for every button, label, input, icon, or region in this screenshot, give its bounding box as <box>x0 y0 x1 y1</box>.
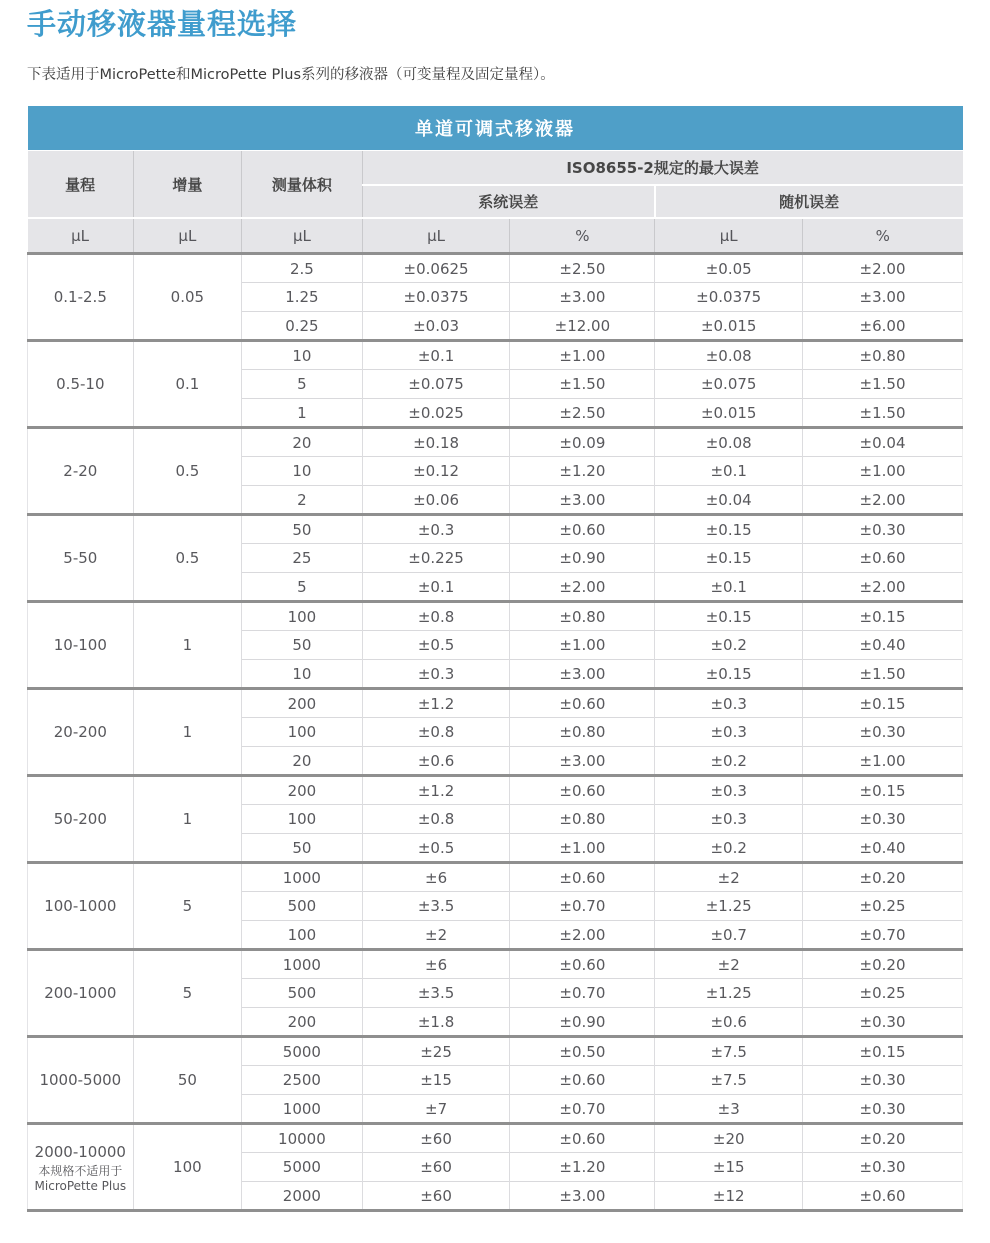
col-header-range: 量程 <box>28 151 134 218</box>
sys-error-ul-cell: ±0.6 <box>362 747 510 776</box>
rand-error-pct-cell: ±3.00 <box>803 283 963 312</box>
rand-error-ul-cell: ±0.05 <box>655 254 803 283</box>
range-cell <box>28 428 134 515</box>
table-row <box>28 254 963 283</box>
rand-error-ul-cell: ±0.3 <box>655 805 803 834</box>
range-value: 50-200 <box>53 810 107 829</box>
rand-error-ul-cell: ±0.08 <box>655 341 803 370</box>
rand-error-ul-cell: ±7.5 <box>655 1066 803 1095</box>
range-value: 2000-10000 <box>34 1143 126 1162</box>
rand-error-pct-cell: ±1.50 <box>803 370 963 399</box>
sys-error-pct-cell: ±0.09 <box>510 428 655 457</box>
test-volume-cell: 100 <box>242 805 363 834</box>
sys-error-pct-cell: ±1.00 <box>510 631 655 660</box>
rand-error-ul-cell: ±15 <box>655 1153 803 1182</box>
range-cell <box>28 863 134 950</box>
header-row-1 <box>28 151 963 185</box>
rand-error-ul-cell: ±0.15 <box>655 660 803 689</box>
range-cell <box>28 254 134 341</box>
test-volume-cell: 20 <box>242 747 363 776</box>
sys-error-ul-cell: ±1.2 <box>362 689 510 718</box>
test-volume-cell: 100 <box>242 921 363 950</box>
rand-error-pct-cell: ±0.30 <box>803 805 963 834</box>
sys-error-ul-cell: ±0.075 <box>362 370 510 399</box>
test-volume-cell: 10 <box>242 660 363 689</box>
test-volume-cell: 1000 <box>242 1095 363 1124</box>
rand-error-pct-cell: ±0.30 <box>803 1008 963 1037</box>
rand-error-ul-cell: ±0.08 <box>655 428 803 457</box>
sys-error-ul-cell: ±60 <box>362 1124 510 1153</box>
sys-error-pct-cell: ±0.60 <box>510 950 655 979</box>
test-volume-cell: 25 <box>242 544 363 573</box>
range-value: 1000-5000 <box>39 1071 122 1090</box>
range-cell <box>28 950 134 1037</box>
sys-error-pct-cell: ±0.80 <box>510 718 655 747</box>
rand-error-ul-cell: ±0.2 <box>655 631 803 660</box>
sys-error-ul-cell: ±0.1 <box>362 341 510 370</box>
range-cell <box>28 515 134 602</box>
rand-error-ul-cell: ±0.7 <box>655 921 803 950</box>
range-value: 0.1-2.5 <box>53 288 107 307</box>
test-volume-cell: 10 <box>242 341 363 370</box>
sys-error-pct-cell: ±0.70 <box>510 979 655 1008</box>
rand-error-pct-cell: ±0.04 <box>803 428 963 457</box>
test-volume-cell: 5000 <box>242 1037 363 1066</box>
unit-sys-error-ul: μL <box>362 218 510 254</box>
rand-error-pct-cell: ±0.30 <box>803 1153 963 1182</box>
table-row <box>28 1037 963 1066</box>
increment-cell: 1 <box>133 689 241 776</box>
test-volume-cell: 50 <box>242 834 363 863</box>
table-caption-row <box>28 106 963 151</box>
sys-error-pct-cell: ±0.80 <box>510 602 655 631</box>
sys-error-ul-cell: ±25 <box>362 1037 510 1066</box>
sys-error-ul-cell: ±0.3 <box>362 660 510 689</box>
rand-error-pct-cell: ±0.25 <box>803 979 963 1008</box>
sys-error-pct-cell: ±1.20 <box>510 457 655 486</box>
rand-error-pct-cell: ±0.20 <box>803 950 963 979</box>
rand-error-pct-cell: ±1.50 <box>803 660 963 689</box>
sys-error-pct-cell: ±0.60 <box>510 1124 655 1153</box>
range-value: 5-50 <box>63 549 98 568</box>
test-volume-cell: 20 <box>242 428 363 457</box>
rand-error-pct-cell: ±0.15 <box>803 602 963 631</box>
table-row <box>28 515 963 544</box>
rand-error-pct-cell: ±0.30 <box>803 718 963 747</box>
range-value: 10-100 <box>53 636 107 655</box>
rand-error-pct-cell: ±0.60 <box>803 544 963 573</box>
increment-cell: 0.5 <box>133 428 241 515</box>
rand-error-pct-cell: ±0.30 <box>803 1095 963 1124</box>
range-value: 20-200 <box>53 723 107 742</box>
range-value: 2-20 <box>63 462 98 481</box>
rand-error-ul-cell: ±20 <box>655 1124 803 1153</box>
sys-error-ul-cell: ±0.3 <box>362 515 510 544</box>
rand-error-ul-cell: ±12 <box>655 1182 803 1211</box>
sys-error-ul-cell: ±15 <box>362 1066 510 1095</box>
sys-error-ul-cell: ±0.1 <box>362 573 510 602</box>
col-header-increment: 增量 <box>133 151 241 218</box>
increment-cell: 1 <box>133 776 241 863</box>
test-volume-cell: 2 <box>242 486 363 515</box>
rand-error-pct-cell: ±0.20 <box>803 1124 963 1153</box>
rand-error-pct-cell: ±0.15 <box>803 776 963 805</box>
sys-error-ul-cell: ±0.12 <box>362 457 510 486</box>
page-subtitle: 下表适用于MicroPette和MicroPette Plus系列的移液器（可变量程及固定量程）。 <box>27 66 555 83</box>
sys-error-ul-cell: ±3.5 <box>362 979 510 1008</box>
rand-error-ul-cell: ±7.5 <box>655 1037 803 1066</box>
col-header-iso-max-error: ISO8655-2规定的最大误差 <box>362 151 962 185</box>
rand-error-ul-cell: ±0.2 <box>655 834 803 863</box>
table-row <box>28 602 963 631</box>
sys-error-pct-cell: ±0.70 <box>510 1095 655 1124</box>
rand-error-pct-cell: ±6.00 <box>803 312 963 341</box>
test-volume-cell: 2000 <box>242 1182 363 1211</box>
rand-error-pct-cell: ±2.00 <box>803 573 963 602</box>
sys-error-ul-cell: ±6 <box>362 863 510 892</box>
rand-error-ul-cell: ±0.075 <box>655 370 803 399</box>
sys-error-ul-cell: ±0.18 <box>362 428 510 457</box>
sys-error-ul-cell: ±0.025 <box>362 399 510 428</box>
test-volume-cell: 1000 <box>242 863 363 892</box>
table-row <box>28 1124 963 1153</box>
col-header-random-error: 随机误差 <box>655 185 963 218</box>
sys-error-pct-cell: ±2.50 <box>510 399 655 428</box>
test-volume-cell: 10 <box>242 457 363 486</box>
test-volume-cell: 5 <box>242 573 363 602</box>
increment-cell: 0.5 <box>133 515 241 602</box>
sys-error-pct-cell: ±0.60 <box>510 776 655 805</box>
sys-error-ul-cell: ±3.5 <box>362 892 510 921</box>
sys-error-ul-cell: ±0.03 <box>362 312 510 341</box>
test-volume-cell: 100 <box>242 718 363 747</box>
test-volume-cell: 200 <box>242 776 363 805</box>
unit-range: μL <box>28 218 134 254</box>
col-header-systematic-error: 系统误差 <box>362 185 655 218</box>
sys-error-ul-cell: ±1.8 <box>362 1008 510 1037</box>
test-volume-cell: 500 <box>242 892 363 921</box>
rand-error-ul-cell: ±0.04 <box>655 486 803 515</box>
rand-error-pct-cell: ±0.15 <box>803 1037 963 1066</box>
rand-error-ul-cell: ±0.6 <box>655 1008 803 1037</box>
test-volume-cell: 500 <box>242 979 363 1008</box>
sys-error-ul-cell: ±7 <box>362 1095 510 1124</box>
rand-error-pct-cell: ±0.30 <box>803 1066 963 1095</box>
test-volume-cell: 1000 <box>242 950 363 979</box>
test-volume-cell: 1 <box>242 399 363 428</box>
rand-error-pct-cell: ±0.80 <box>803 341 963 370</box>
range-cell <box>28 689 134 776</box>
rand-error-ul-cell: ±0.15 <box>655 602 803 631</box>
increment-cell: 5 <box>133 950 241 1037</box>
sys-error-pct-cell: ±2.00 <box>510 921 655 950</box>
sys-error-pct-cell: ±3.00 <box>510 283 655 312</box>
table-row <box>28 863 963 892</box>
test-volume-cell: 0.25 <box>242 312 363 341</box>
rand-error-pct-cell: ±0.20 <box>803 863 963 892</box>
sys-error-pct-cell: ±3.00 <box>510 660 655 689</box>
rand-error-ul-cell: ±0.0375 <box>655 283 803 312</box>
unit-increment: μL <box>133 218 241 254</box>
sys-error-pct-cell: ±1.20 <box>510 1153 655 1182</box>
test-volume-cell: 10000 <box>242 1124 363 1153</box>
range-cell <box>28 341 134 428</box>
rand-error-pct-cell: ±1.00 <box>803 457 963 486</box>
sys-error-ul-cell: ±60 <box>362 1153 510 1182</box>
rand-error-pct-cell: ±0.40 <box>803 834 963 863</box>
sys-error-pct-cell: ±1.00 <box>510 834 655 863</box>
rand-error-pct-cell: ±2.00 <box>803 486 963 515</box>
test-volume-cell: 2.5 <box>242 254 363 283</box>
sys-error-pct-cell: ±0.80 <box>510 805 655 834</box>
test-volume-cell: 5000 <box>242 1153 363 1182</box>
range-cell <box>28 602 134 689</box>
range-note: MicroPette Plus <box>34 1178 127 1193</box>
sys-error-ul-cell: ±60 <box>362 1182 510 1211</box>
increment-cell: 50 <box>133 1037 241 1124</box>
increment-cell: 0.1 <box>133 341 241 428</box>
rand-error-pct-cell: ±1.00 <box>803 747 963 776</box>
sys-error-pct-cell: ±0.70 <box>510 892 655 921</box>
range-cell <box>28 1124 134 1211</box>
rand-error-ul-cell: ±0.2 <box>655 747 803 776</box>
sys-error-ul-cell: ±2 <box>362 921 510 950</box>
sys-error-ul-cell: ±0.06 <box>362 486 510 515</box>
rand-error-ul-cell: ±0.3 <box>655 689 803 718</box>
rand-error-pct-cell: ±2.00 <box>803 254 963 283</box>
table-row <box>28 428 963 457</box>
table-caption: 单道可调式移液器 <box>28 106 963 151</box>
rand-error-ul-cell: ±0.15 <box>655 544 803 573</box>
rand-error-pct-cell: ±0.25 <box>803 892 963 921</box>
page-title: 手动移液器量程选择 <box>27 7 298 41</box>
increment-cell: 100 <box>133 1124 241 1211</box>
sys-error-pct-cell: ±12.00 <box>510 312 655 341</box>
rand-error-pct-cell: ±0.40 <box>803 631 963 660</box>
pipette-spec-table <box>27 106 963 1213</box>
range-cell <box>28 776 134 863</box>
increment-cell: 5 <box>133 863 241 950</box>
unit-test-volume: μL <box>242 218 363 254</box>
increment-cell: 1 <box>133 602 241 689</box>
test-volume-cell: 5 <box>242 370 363 399</box>
sys-error-pct-cell: ±3.00 <box>510 1182 655 1211</box>
rand-error-ul-cell: ±1.25 <box>655 892 803 921</box>
sys-error-ul-cell: ±1.2 <box>362 776 510 805</box>
increment-cell: 0.05 <box>133 254 241 341</box>
test-volume-cell: 50 <box>242 631 363 660</box>
table-head <box>28 106 963 254</box>
sys-error-pct-cell: ±1.00 <box>510 341 655 370</box>
range-value: 0.5-10 <box>56 375 105 394</box>
sys-error-ul-cell: ±0.5 <box>362 631 510 660</box>
sys-error-pct-cell: ±3.00 <box>510 486 655 515</box>
rand-error-ul-cell: ±0.1 <box>655 573 803 602</box>
rand-error-ul-cell: ±1.25 <box>655 979 803 1008</box>
sys-error-pct-cell: ±0.60 <box>510 515 655 544</box>
rand-error-ul-cell: ±2 <box>655 950 803 979</box>
spec-table-container <box>27 106 963 1213</box>
rand-error-ul-cell: ±0.3 <box>655 718 803 747</box>
rand-error-pct-cell: ±0.60 <box>803 1182 963 1211</box>
sys-error-ul-cell: ±0.225 <box>362 544 510 573</box>
unit-sys-error-pct: % <box>510 218 655 254</box>
range-value: 100-1000 <box>44 897 117 916</box>
rand-error-ul-cell: ±2 <box>655 863 803 892</box>
test-volume-cell: 200 <box>242 689 363 718</box>
sys-error-pct-cell: ±0.50 <box>510 1037 655 1066</box>
rand-error-pct-cell: ±1.50 <box>803 399 963 428</box>
sys-error-pct-cell: ±2.00 <box>510 573 655 602</box>
test-volume-cell: 200 <box>242 1008 363 1037</box>
table-row <box>28 950 963 979</box>
range-cell <box>28 1037 134 1124</box>
rand-error-pct-cell: ±0.15 <box>803 689 963 718</box>
table-row <box>28 689 963 718</box>
sys-error-pct-cell: ±0.60 <box>510 689 655 718</box>
range-note: 本规格不适用于 <box>38 1163 123 1178</box>
sys-error-pct-cell: ±1.50 <box>510 370 655 399</box>
sys-error-pct-cell: ±0.60 <box>510 1066 655 1095</box>
sys-error-pct-cell: ±0.90 <box>510 544 655 573</box>
test-volume-cell: 50 <box>242 515 363 544</box>
test-volume-cell: 1.25 <box>242 283 363 312</box>
sys-error-ul-cell: ±0.0625 <box>362 254 510 283</box>
rand-error-ul-cell: ±0.15 <box>655 515 803 544</box>
sys-error-ul-cell: ±0.8 <box>362 602 510 631</box>
sys-error-ul-cell: ±0.0375 <box>362 283 510 312</box>
sys-error-pct-cell: ±0.60 <box>510 863 655 892</box>
unit-rand-error-pct: % <box>803 218 963 254</box>
unit-rand-error-ul: μL <box>655 218 803 254</box>
rand-error-pct-cell: ±0.70 <box>803 921 963 950</box>
rand-error-ul-cell: ±3 <box>655 1095 803 1124</box>
table-row <box>28 341 963 370</box>
rand-error-ul-cell: ±0.3 <box>655 776 803 805</box>
units-row <box>28 218 963 254</box>
rand-error-ul-cell: ±0.015 <box>655 312 803 341</box>
sys-error-ul-cell: ±0.8 <box>362 805 510 834</box>
rand-error-ul-cell: ±0.1 <box>655 457 803 486</box>
sys-error-ul-cell: ±0.8 <box>362 718 510 747</box>
test-volume-cell: 100 <box>242 602 363 631</box>
table-row <box>28 776 963 805</box>
rand-error-ul-cell: ±0.015 <box>655 399 803 428</box>
test-volume-cell: 2500 <box>242 1066 363 1095</box>
table-body <box>28 254 963 1211</box>
sys-error-ul-cell: ±6 <box>362 950 510 979</box>
sys-error-pct-cell: ±0.90 <box>510 1008 655 1037</box>
sys-error-pct-cell: ±2.50 <box>510 254 655 283</box>
sys-error-pct-cell: ±3.00 <box>510 747 655 776</box>
range-value: 200-1000 <box>44 984 117 1003</box>
rand-error-pct-cell: ±0.30 <box>803 515 963 544</box>
col-header-test-volume: 测量体积 <box>242 151 363 218</box>
sys-error-ul-cell: ±0.5 <box>362 834 510 863</box>
